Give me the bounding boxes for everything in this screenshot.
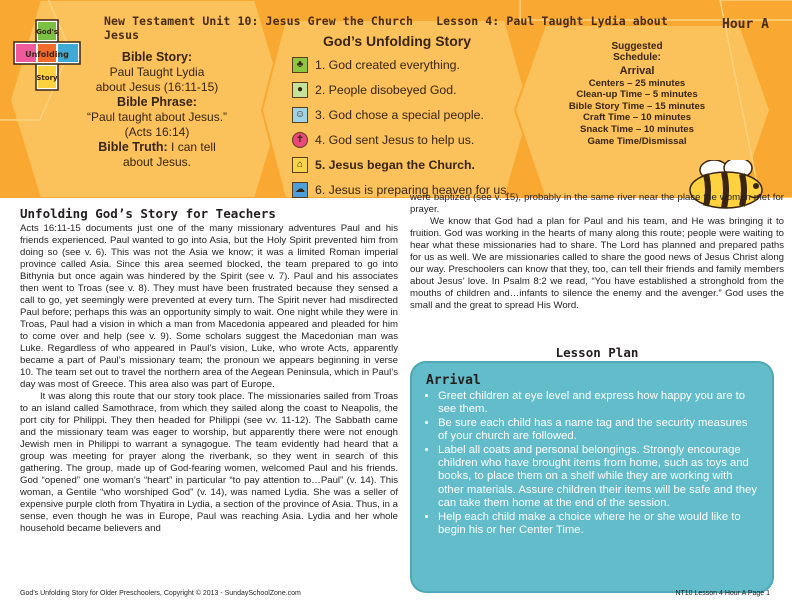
church-icon: ⌂: [292, 157, 308, 173]
suggested-schedule: [562, 41, 712, 147]
heaven-icon: ☁: [292, 182, 308, 198]
schedule-heading-2: Schedule:: [613, 52, 661, 63]
bible-phrase-line-1: “Paul taught about Jesus.”: [86, 110, 228, 124]
arrival-bullet: • Greet children at eye level and express how happy you are to see them.: [438, 390, 758, 417]
teachers-section-title: Unfolding God’s Story for Teachers: [20, 206, 276, 221]
teachers-paragraph-1: Acts 16:11-15 documents just one of the many missionary adventures Paul and his friends experienced. Paul wanted to go into Asia, but the Holy Spirit prevented him from doing so (see v. 6). This was not the Asia we know; it was a limited Roman imperial province called Asia. Since this area seemed blocked, the team prepared to go into Bithynia but once again was hindered by the Spirit (see v. 7). Paul and his associates then went to Troas (see v. 8). They must have been frustrated because they sensed a call to go, yet seemingly were prevented at every turn. The Spirit never had misdirected Paul before; perhaps this was an opportunity simply to wait. One night while they were in Troas, Paul had a vision in which a man from Macedonia appeared and pleaded for him to come over and help (see v. 9). Some scholars suggest the Macedonian man was Luke. Regardless of who appeared in Paul’s vision, Luke, who wrote Acts, apparently became a part of Paul’s missionary team; the pronoun we appears beginning in verse 10. The team set out to travel the northern area of the Aegean Peninsula, which in Paul’s day was most of Greece. This area also was part of Europe.: [20, 223, 398, 390]
tree-icon: ♣: [292, 57, 308, 73]
bible-phrase-label: Bible Phrase:: [117, 95, 197, 109]
cross-icon: ✝: [292, 132, 308, 148]
story-item: ● 2. People disobeyed God.: [292, 77, 522, 102]
bible-story-line-1: Paul Taught Lydia: [109, 65, 205, 79]
story-item: ♣ 1. God created everything.: [292, 52, 522, 77]
bible-story-line-2: about Jesus (16:11-15): [95, 80, 219, 94]
schedule-item: Centers – 25 minutes: [588, 77, 686, 89]
schedule-item: Game Time/Dismissal: [587, 135, 687, 147]
story-list: [292, 52, 522, 198]
arrival-bullet: • Be sure each child has a name tag and the security measures of your church are followed.: [438, 417, 758, 444]
lesson-plan-box: [412, 363, 772, 591]
teachers-paragraph-4: We know that God had a plan for Paul and his team, and He was bringing it to fruition. God was working in the hearts of many along this route; people were waiting to hear what these missionaries had to share. The Lord has planned and prepared paths for us as well. We are missionaries called to share the good news of Jesus Christ along our way. Preschoolers can know that they, too, can tell their friends and family members about Jesus’ love. In Psalm 8:2 we read, “You have established a stronghold from the mouths of children and…infants to silence the enemy and the avenger.” God uses the small and the great to spread His Word.: [410, 216, 784, 311]
bible-phrase-line-2: (Acts 16:14): [124, 125, 190, 139]
lesson-plan-title: Lesson Plan: [555, 345, 639, 360]
unit-title: New Testament Unit 10: Jesus Grew the Church: [104, 14, 414, 28]
svg-text:God's: God's: [36, 28, 58, 36]
bible-info: [62, 50, 252, 170]
teachers-paragraph-3: were baptized (see v. 15), probably in the same river near the place the women met for prayer.: [410, 192, 784, 215]
teacher-notes-column: [20, 206, 398, 535]
hour-label: Hour A: [722, 17, 769, 32]
svg-text:Unfolding: Unfolding: [25, 50, 69, 59]
lesson-title: Lesson 4: Paul Taught Lydia about Jesus: [104, 14, 668, 42]
footer-page-info: NT10 Lesson 4 Hour A Page 1: [675, 590, 770, 597]
schedule-heading-1: Suggested: [611, 41, 663, 52]
header-banner: [0, 0, 792, 198]
fruit-icon: ●: [292, 82, 308, 98]
bible-truth-text-2: about Jesus.: [122, 155, 192, 169]
story-title: God’s Unfolding Story: [322, 33, 472, 49]
arrival-bullet: • Label all coats and personal belongings. Strongly encourage children who have brought items from home, such as toys and books, to place them on a shelf while they are working with other materials. Assure children their items will be safe and they can take them home at the end of the session.: [438, 444, 758, 511]
bible-truth-text: I can tell: [171, 140, 216, 154]
schedule-item: Craft Time – 10 minutes: [582, 112, 692, 124]
footer-copyright: God’s Unfolding Story for Older Preschoolers, Copyright © 2013 - SundaySchoolZone.com: [20, 590, 301, 597]
schedule-arrival: Arrival: [619, 65, 655, 77]
schedule-item: Bible Story Time – 15 minutes: [568, 100, 706, 112]
teacher-notes-column-right: [410, 192, 784, 312]
bible-story-label: Bible Story:: [121, 50, 193, 64]
story-item: ✝ 4. God sent Jesus to help us.: [292, 127, 522, 152]
people-icon: ☺: [292, 107, 308, 123]
story-item: ☁ 6. Jesus is preparing heaven for us.: [292, 177, 522, 198]
arrival-bullets: [412, 390, 772, 537]
story-item: ☺ 3. God chose a special people.: [292, 102, 522, 127]
arrival-heading: Arrival: [426, 373, 481, 388]
story-item-current: ⌂ 5. Jesus began the Church.: [292, 152, 522, 177]
schedule-item: Snack Time – 10 minutes: [580, 123, 694, 135]
bible-truth-label: Bible Truth:: [98, 140, 168, 154]
svg-text:Story: Story: [36, 74, 58, 82]
schedule-item: Clean-up Time – 5 minutes: [576, 89, 698, 101]
teachers-paragraph-2: It was along this route that our story took place. The missionaries sailed from Troas to an island called Samothrace, from which they sailed along the coast to Neapolis, the port city for Philippi. They then headed for Philippi (see vv. 11-12). The Sabbath came and the missionary team was eager to worship, but apparently there were not enough Jewish men in Philippi to warrant a synagogue. The team evidently had heard that a group was meeting for prayer along the riverbank, so they went in search of this gathering. The group, made up of God-fearing women, welcomed Paul and his friends. God “opened” one woman’s “heart” in particular “to pay attention to…Paul” (v. 14). This woman, a Gentile “who worshiped God” (v. 14), was named Lydia. She was a seller of expensive purple cloth from Thyatira in Lydia, a section of the province of Asia. Thus, in a sense, even though he was in Europe, Paul was reaching Asia. Lydia and her whole household became believers and: [20, 391, 398, 534]
arrival-bullet: • Help each child make a choice where he or she would like to begin his or her Center Time.: [438, 511, 758, 538]
